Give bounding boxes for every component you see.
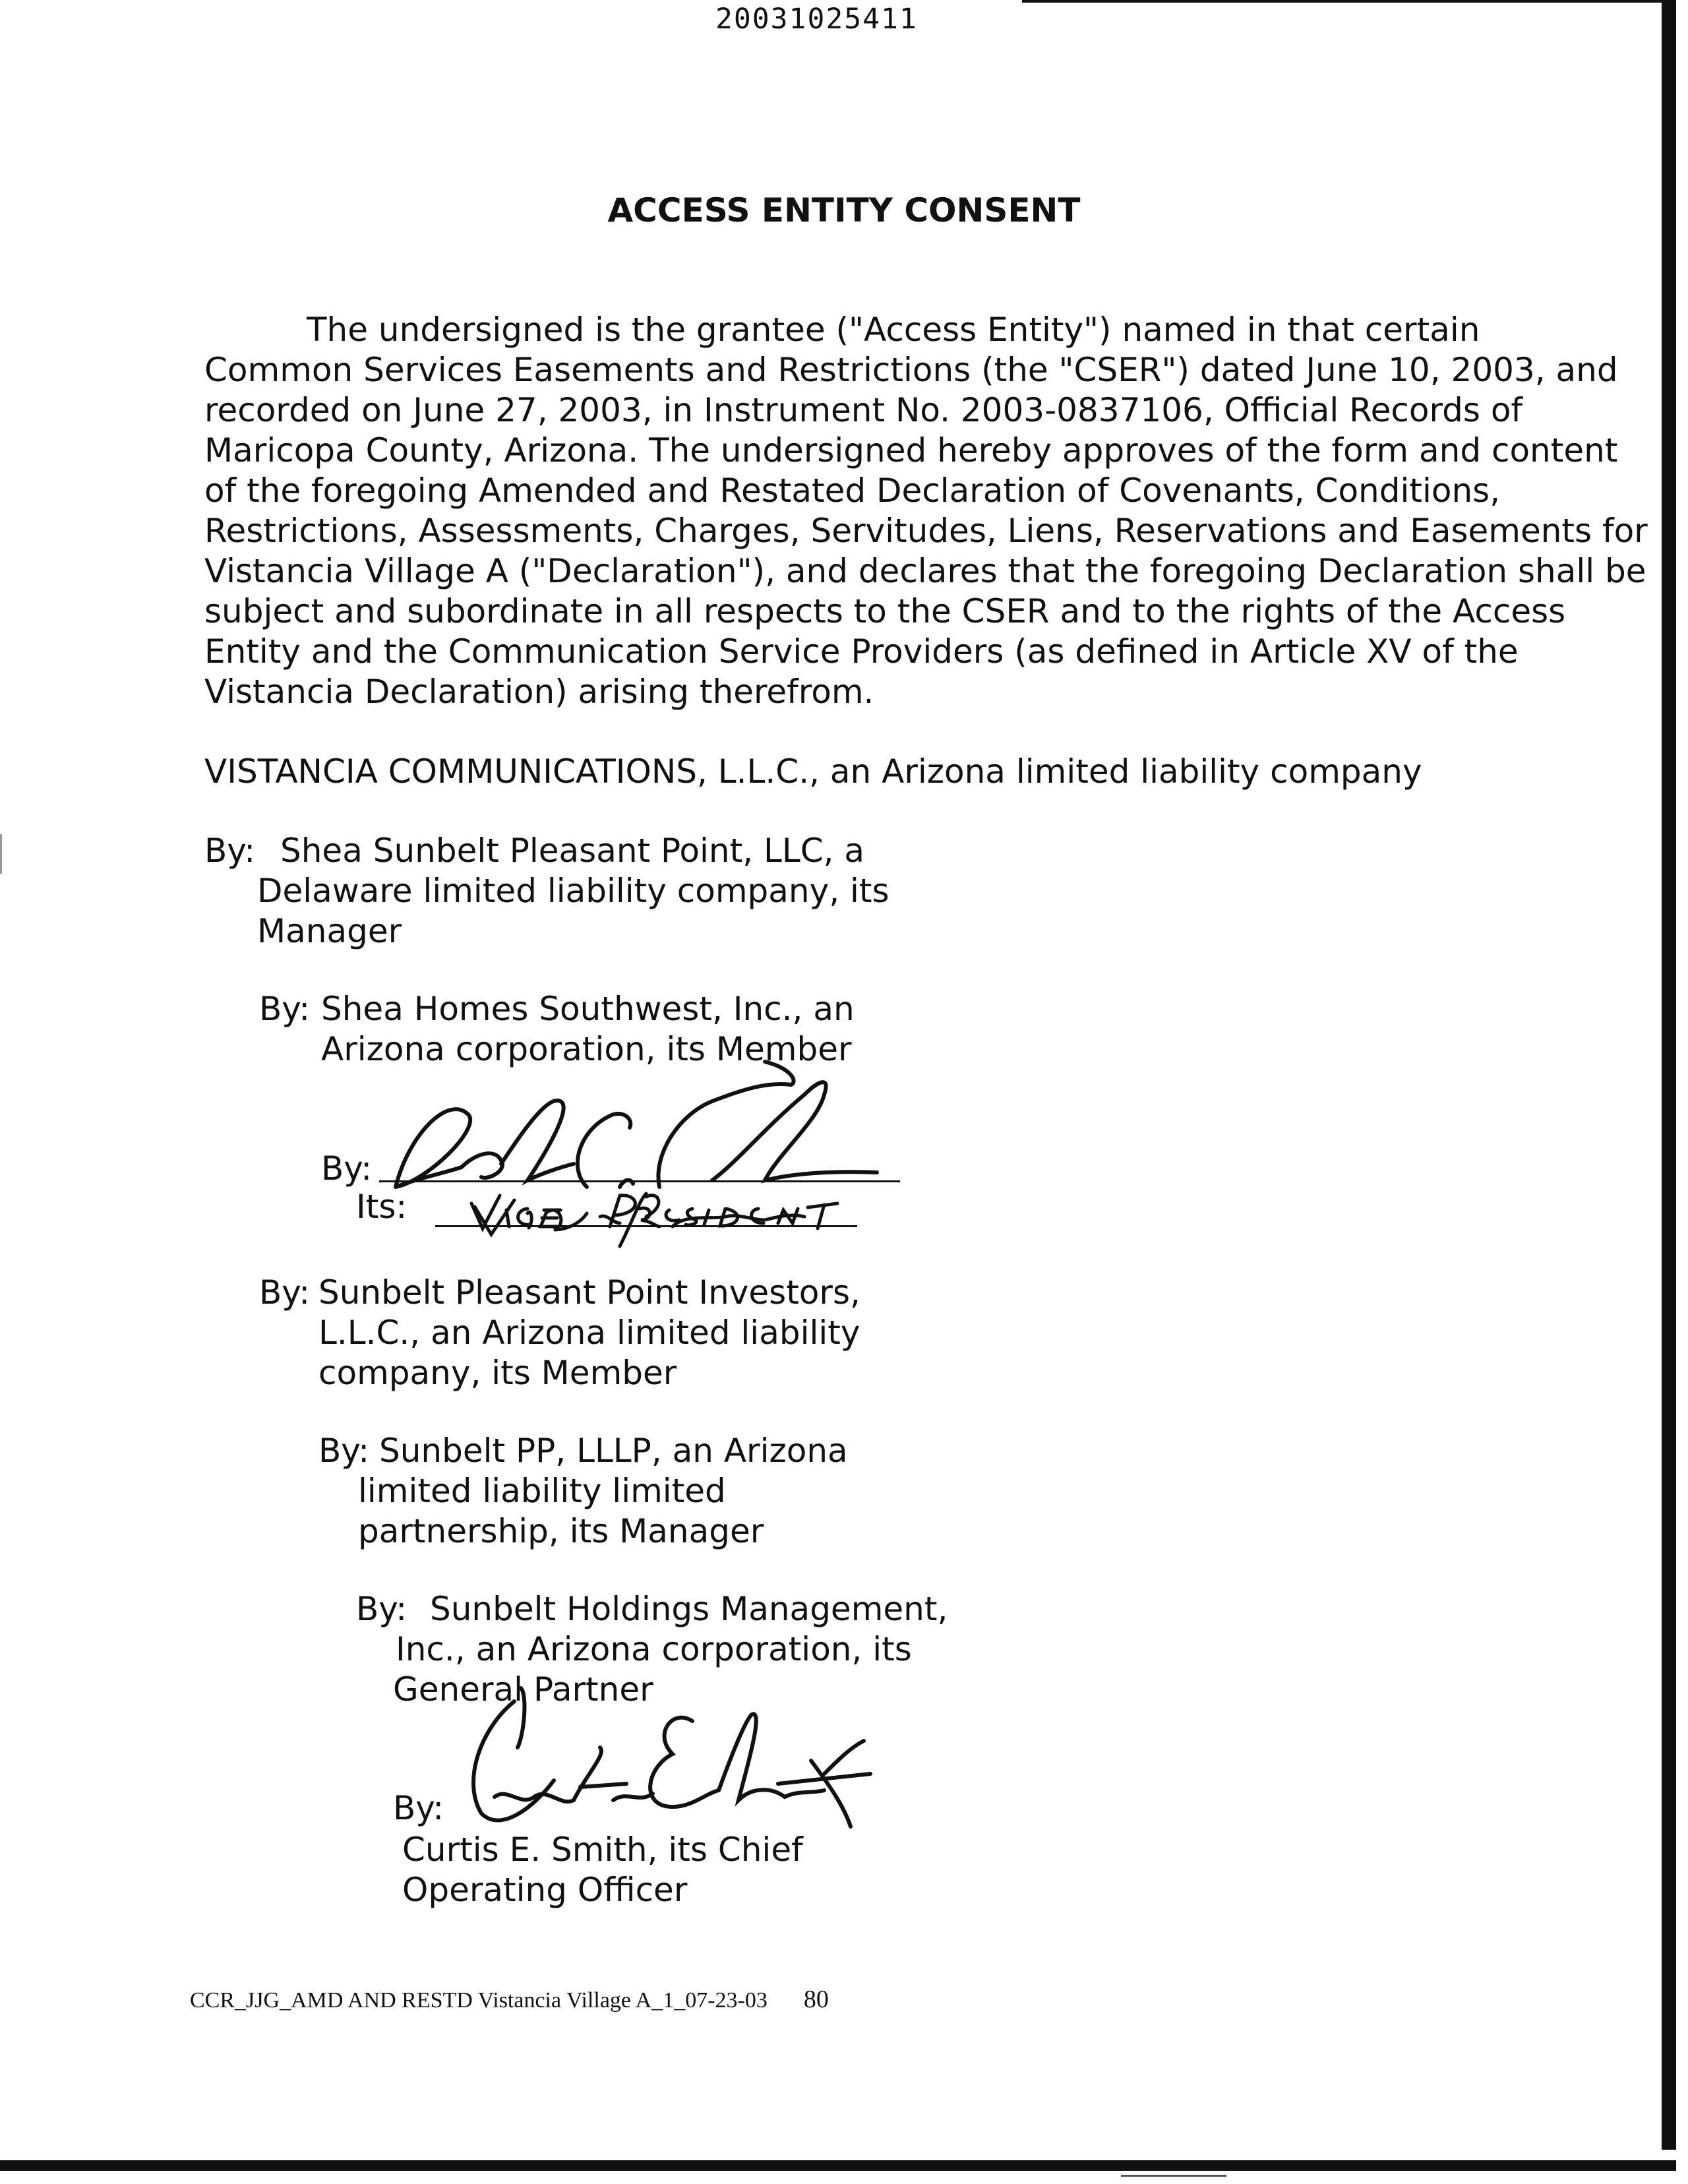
footer bbox=[190, 1985, 829, 2014]
footer-reference: CCR_JJG_AMD AND RESTD Vistancia Village A_1_07-23-03 bbox=[190, 1988, 768, 2013]
right-border-line bbox=[1662, 0, 1676, 2150]
paragraph-line: of the foregoing Amended and Restated Declaration of Covenants, Conditions, bbox=[204, 471, 1501, 510]
entity-line: Sunbelt PP, LLLP, an Arizona bbox=[379, 1432, 848, 1470]
entity-line: Shea Sunbelt Pleasant Point, LLC, a bbox=[280, 832, 865, 870]
document-number: 20031025411 bbox=[715, 3, 918, 36]
entity-line: General Partner bbox=[393, 1670, 653, 1709]
entity-line: Sunbelt Holdings Management, bbox=[430, 1590, 948, 1628]
left-scan-mark bbox=[0, 834, 2, 874]
entity-line: company, its Member bbox=[318, 1354, 677, 1392]
paragraph-line: Maricopa County, Arizona. The undersigned hereby approves of the form and content bbox=[204, 431, 1618, 470]
by-label: By: bbox=[318, 1432, 370, 1470]
entity-line: Manager bbox=[257, 912, 402, 950]
entity-line: L.L.C., an Arizona limited liability bbox=[318, 1314, 860, 1352]
entity-line: partnership, its Manager bbox=[358, 1512, 764, 1550]
by-label: By: bbox=[204, 832, 256, 870]
by-label: By: bbox=[356, 1590, 407, 1628]
entity-line: Sunbelt Pleasant Point Investors, bbox=[318, 1273, 860, 1312]
entity-line: Delaware limited liability company, its bbox=[257, 872, 889, 910]
paragraph-line: Vistancia Declaration) arising therefrom. bbox=[204, 673, 874, 711]
top-border-line bbox=[1022, 0, 1675, 3]
page-number: 80 bbox=[803, 1986, 829, 2013]
by-label: By: bbox=[259, 1273, 311, 1312]
page-title: ACCESS ENTITY CONSENT bbox=[607, 191, 1081, 229]
company-name: VISTANCIA COMMUNICATIONS, L.L.C., an Arizona limited liability company bbox=[204, 752, 1422, 791]
vice-president-handwriting bbox=[468, 1190, 877, 1236]
paragraph-line: Entity and the Communication Service Providers (as defined in Article XV of the bbox=[204, 632, 1519, 671]
entity-line: limited liability limited bbox=[358, 1472, 726, 1510]
bottom-border-fragment bbox=[1121, 2175, 1226, 2177]
entity-line: Inc., an Arizona corporation, its bbox=[396, 1630, 912, 1668]
consent-paragraph bbox=[204, 310, 1648, 712]
paragraph-line: subject and subordinate in all respects to the CSER and to the rights of the Access bbox=[204, 592, 1566, 630]
paragraph-line: recorded on June 27, 2003, in Instrument No. 2003-0837106, Official Records of bbox=[204, 391, 1523, 429]
signer-line: Curtis E. Smith, its Chief bbox=[402, 1831, 803, 1869]
paragraph-line: Vistancia Village A ("Declaration"), and declares that the foregoing Declaration shall be bbox=[204, 552, 1646, 590]
by-label: By: bbox=[259, 990, 311, 1028]
signature-by-label: By: bbox=[393, 1789, 444, 1827]
entity-line: Arizona corporation, its Member bbox=[321, 1030, 852, 1068]
paragraph-line: The undersigned is the grantee ("Access Entity") named in that certain bbox=[307, 311, 1480, 349]
paragraph-line: Restrictions, Assessments, Charges, Servitudes, Liens, Reservations and Easements for bbox=[204, 512, 1648, 550]
signature-by-label: By: bbox=[321, 1149, 373, 1188]
paragraph-line: Common Services Easements and Restrictions (the "CSER") dated June 10, 2003, and bbox=[204, 351, 1618, 389]
entity-line: Shea Homes Southwest, Inc., an bbox=[321, 990, 855, 1028]
bottom-border-line bbox=[0, 2160, 1676, 2171]
its-label: Its: bbox=[356, 1188, 407, 1226]
signer-line: Operating Officer bbox=[402, 1871, 688, 1909]
